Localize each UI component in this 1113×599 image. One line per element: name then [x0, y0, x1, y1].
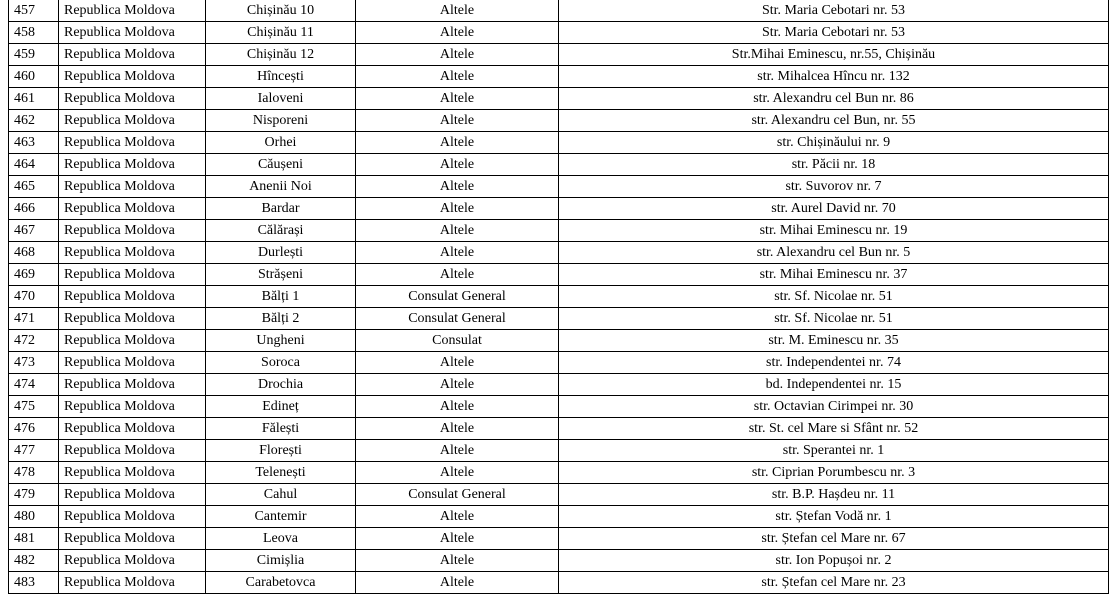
- address-cell: str. Ștefan cel Mare nr. 67: [559, 528, 1109, 550]
- type-cell: Altele: [356, 506, 559, 528]
- country-cell: Republica Moldova: [59, 308, 206, 330]
- type-cell: Consulat: [356, 330, 559, 352]
- address-cell: str. B.P. Hașdeu nr. 11: [559, 484, 1109, 506]
- table-row: [9, 572, 1109, 594]
- row-number-cell: 481: [9, 528, 59, 550]
- table-row: [9, 286, 1109, 308]
- table-row: [9, 396, 1109, 418]
- country-cell: Republica Moldova: [59, 0, 206, 22]
- locality-cell: Ungheni: [206, 330, 356, 352]
- country-cell: Republica Moldova: [59, 418, 206, 440]
- address-cell: str. Păcii nr. 18: [559, 154, 1109, 176]
- row-number-cell: 472: [9, 330, 59, 352]
- address-cell: str. Mihalcea Hîncu nr. 132: [559, 66, 1109, 88]
- locality-cell: Hîncești: [206, 66, 356, 88]
- table-row: [9, 330, 1109, 352]
- type-cell: Altele: [356, 66, 559, 88]
- type-cell: Altele: [356, 572, 559, 594]
- type-cell: Consulat General: [356, 484, 559, 506]
- table-row: [9, 44, 1109, 66]
- country-cell: Republica Moldova: [59, 330, 206, 352]
- address-cell: str. Alexandru cel Bun nr. 5: [559, 242, 1109, 264]
- type-cell: Altele: [356, 352, 559, 374]
- address-cell: str. Aurel David nr. 70: [559, 198, 1109, 220]
- row-number-cell: 462: [9, 110, 59, 132]
- locality-cell: Chișinău 11: [206, 22, 356, 44]
- table-row: [9, 308, 1109, 330]
- type-cell: Consulat General: [356, 286, 559, 308]
- table-row: [9, 550, 1109, 572]
- row-number-cell: 480: [9, 506, 59, 528]
- country-cell: Republica Moldova: [59, 264, 206, 286]
- locality-cell: Chișinău 10: [206, 0, 356, 22]
- address-cell: str. Alexandru cel Bun nr. 86: [559, 88, 1109, 110]
- locality-cell: Cimișlia: [206, 550, 356, 572]
- country-cell: Republica Moldova: [59, 352, 206, 374]
- address-cell: str. Independentei nr. 74: [559, 352, 1109, 374]
- table-row: [9, 220, 1109, 242]
- country-cell: Republica Moldova: [59, 506, 206, 528]
- type-cell: Altele: [356, 374, 559, 396]
- table-row: [9, 374, 1109, 396]
- row-number-cell: 464: [9, 154, 59, 176]
- row-number-cell: 458: [9, 22, 59, 44]
- row-number-cell: 482: [9, 550, 59, 572]
- type-cell: Altele: [356, 418, 559, 440]
- table-row: [9, 528, 1109, 550]
- address-cell: str. Mihai Eminescu nr. 19: [559, 220, 1109, 242]
- table-body: [9, 0, 1109, 594]
- country-cell: Republica Moldova: [59, 286, 206, 308]
- type-cell: Altele: [356, 176, 559, 198]
- locality-cell: Orhei: [206, 132, 356, 154]
- locality-cell: Cahul: [206, 484, 356, 506]
- locality-cell: Strășeni: [206, 264, 356, 286]
- row-number-cell: 477: [9, 440, 59, 462]
- country-cell: Republica Moldova: [59, 198, 206, 220]
- country-cell: Republica Moldova: [59, 528, 206, 550]
- row-number-cell: 461: [9, 88, 59, 110]
- type-cell: Altele: [356, 88, 559, 110]
- table-row: [9, 440, 1109, 462]
- address-cell: Str. Maria Cebotari nr. 53: [559, 0, 1109, 22]
- table-row: [9, 352, 1109, 374]
- country-cell: Republica Moldova: [59, 484, 206, 506]
- row-number-cell: 476: [9, 418, 59, 440]
- type-cell: Altele: [356, 0, 559, 22]
- table-row: [9, 88, 1109, 110]
- locality-cell: Călărași: [206, 220, 356, 242]
- row-number-cell: 467: [9, 220, 59, 242]
- locality-cell: Florești: [206, 440, 356, 462]
- table-row: [9, 418, 1109, 440]
- locality-cell: Leova: [206, 528, 356, 550]
- address-cell: str. Ciprian Porumbescu nr. 3: [559, 462, 1109, 484]
- country-cell: Republica Moldova: [59, 462, 206, 484]
- address-cell: str. Sf. Nicolae nr. 51: [559, 286, 1109, 308]
- row-number-cell: 463: [9, 132, 59, 154]
- type-cell: Altele: [356, 198, 559, 220]
- address-cell: str. Ștefan cel Mare nr. 23: [559, 572, 1109, 594]
- type-cell: Altele: [356, 242, 559, 264]
- table-row: [9, 176, 1109, 198]
- country-cell: Republica Moldova: [59, 220, 206, 242]
- country-cell: Republica Moldova: [59, 22, 206, 44]
- locality-cell: Căușeni: [206, 154, 356, 176]
- locality-cell: Edineț: [206, 396, 356, 418]
- address-cell: Str.Mihai Eminescu, nr.55, Chișinău: [559, 44, 1109, 66]
- type-cell: Altele: [356, 550, 559, 572]
- country-cell: Republica Moldova: [59, 242, 206, 264]
- address-cell: str. St. cel Mare si Sfânt nr. 52: [559, 418, 1109, 440]
- row-number-cell: 479: [9, 484, 59, 506]
- address-cell: bd. Independentei nr. 15: [559, 374, 1109, 396]
- locality-cell: Bălți 1: [206, 286, 356, 308]
- country-cell: Republica Moldova: [59, 88, 206, 110]
- address-cell: str. Ion Popușoi nr. 2: [559, 550, 1109, 572]
- country-cell: Republica Moldova: [59, 132, 206, 154]
- type-cell: Altele: [356, 462, 559, 484]
- country-cell: Republica Moldova: [59, 44, 206, 66]
- type-cell: Altele: [356, 396, 559, 418]
- address-cell: str. Octavian Cirimpei nr. 30: [559, 396, 1109, 418]
- address-cell: str. Sperantei nr. 1: [559, 440, 1109, 462]
- type-cell: Altele: [356, 154, 559, 176]
- country-cell: Republica Moldova: [59, 374, 206, 396]
- address-cell: Str. Maria Cebotari nr. 53: [559, 22, 1109, 44]
- locality-cell: Telenești: [206, 462, 356, 484]
- address-cell: str. Chișinăului nr. 9: [559, 132, 1109, 154]
- locality-cell: Bălți 2: [206, 308, 356, 330]
- table-row: [9, 132, 1109, 154]
- locality-cell: Carabetovca: [206, 572, 356, 594]
- type-cell: Altele: [356, 132, 559, 154]
- row-number-cell: 470: [9, 286, 59, 308]
- row-number-cell: 457: [9, 0, 59, 22]
- type-cell: Altele: [356, 220, 559, 242]
- table-row: [9, 484, 1109, 506]
- locality-cell: Ialoveni: [206, 88, 356, 110]
- country-cell: Republica Moldova: [59, 176, 206, 198]
- address-cell: str. M. Eminescu nr. 35: [559, 330, 1109, 352]
- type-cell: Altele: [356, 528, 559, 550]
- type-cell: Altele: [356, 22, 559, 44]
- type-cell: Consulat General: [356, 308, 559, 330]
- row-number-cell: 469: [9, 264, 59, 286]
- address-cell: str. Mihai Eminescu nr. 37: [559, 264, 1109, 286]
- address-cell: str. Alexandru cel Bun, nr. 55: [559, 110, 1109, 132]
- address-cell: str. Sf. Nicolae nr. 51: [559, 308, 1109, 330]
- table-row: [9, 66, 1109, 88]
- type-cell: Altele: [356, 110, 559, 132]
- table-row: [9, 198, 1109, 220]
- table-row: [9, 242, 1109, 264]
- row-number-cell: 475: [9, 396, 59, 418]
- locality-cell: Soroca: [206, 352, 356, 374]
- address-cell: str. Suvorov nr. 7: [559, 176, 1109, 198]
- table-row: [9, 0, 1109, 22]
- row-number-cell: 468: [9, 242, 59, 264]
- country-cell: Republica Moldova: [59, 572, 206, 594]
- table-row: [9, 506, 1109, 528]
- row-number-cell: 478: [9, 462, 59, 484]
- row-number-cell: 471: [9, 308, 59, 330]
- locations-table: [8, 0, 1109, 594]
- country-cell: Republica Moldova: [59, 396, 206, 418]
- row-number-cell: 466: [9, 198, 59, 220]
- table-row: [9, 154, 1109, 176]
- table-row: [9, 22, 1109, 44]
- country-cell: Republica Moldova: [59, 110, 206, 132]
- country-cell: Republica Moldova: [59, 66, 206, 88]
- type-cell: Altele: [356, 44, 559, 66]
- locality-cell: Anenii Noi: [206, 176, 356, 198]
- locality-cell: Durlești: [206, 242, 356, 264]
- row-number-cell: 483: [9, 572, 59, 594]
- row-number-cell: 465: [9, 176, 59, 198]
- locality-cell: Nisporeni: [206, 110, 356, 132]
- country-cell: Republica Moldova: [59, 440, 206, 462]
- locality-cell: Fălești: [206, 418, 356, 440]
- country-cell: Republica Moldova: [59, 550, 206, 572]
- type-cell: Altele: [356, 264, 559, 286]
- type-cell: Altele: [356, 440, 559, 462]
- country-cell: Republica Moldova: [59, 154, 206, 176]
- address-cell: str. Ștefan Vodă nr. 1: [559, 506, 1109, 528]
- table-row: [9, 110, 1109, 132]
- locality-cell: Chișinău 12: [206, 44, 356, 66]
- locality-cell: Cantemir: [206, 506, 356, 528]
- row-number-cell: 474: [9, 374, 59, 396]
- table-row: [9, 264, 1109, 286]
- row-number-cell: 460: [9, 66, 59, 88]
- locality-cell: Drochia: [206, 374, 356, 396]
- table-row: [9, 462, 1109, 484]
- row-number-cell: 459: [9, 44, 59, 66]
- document-page: [8, 0, 1109, 594]
- locality-cell: Bardar: [206, 198, 356, 220]
- row-number-cell: 473: [9, 352, 59, 374]
